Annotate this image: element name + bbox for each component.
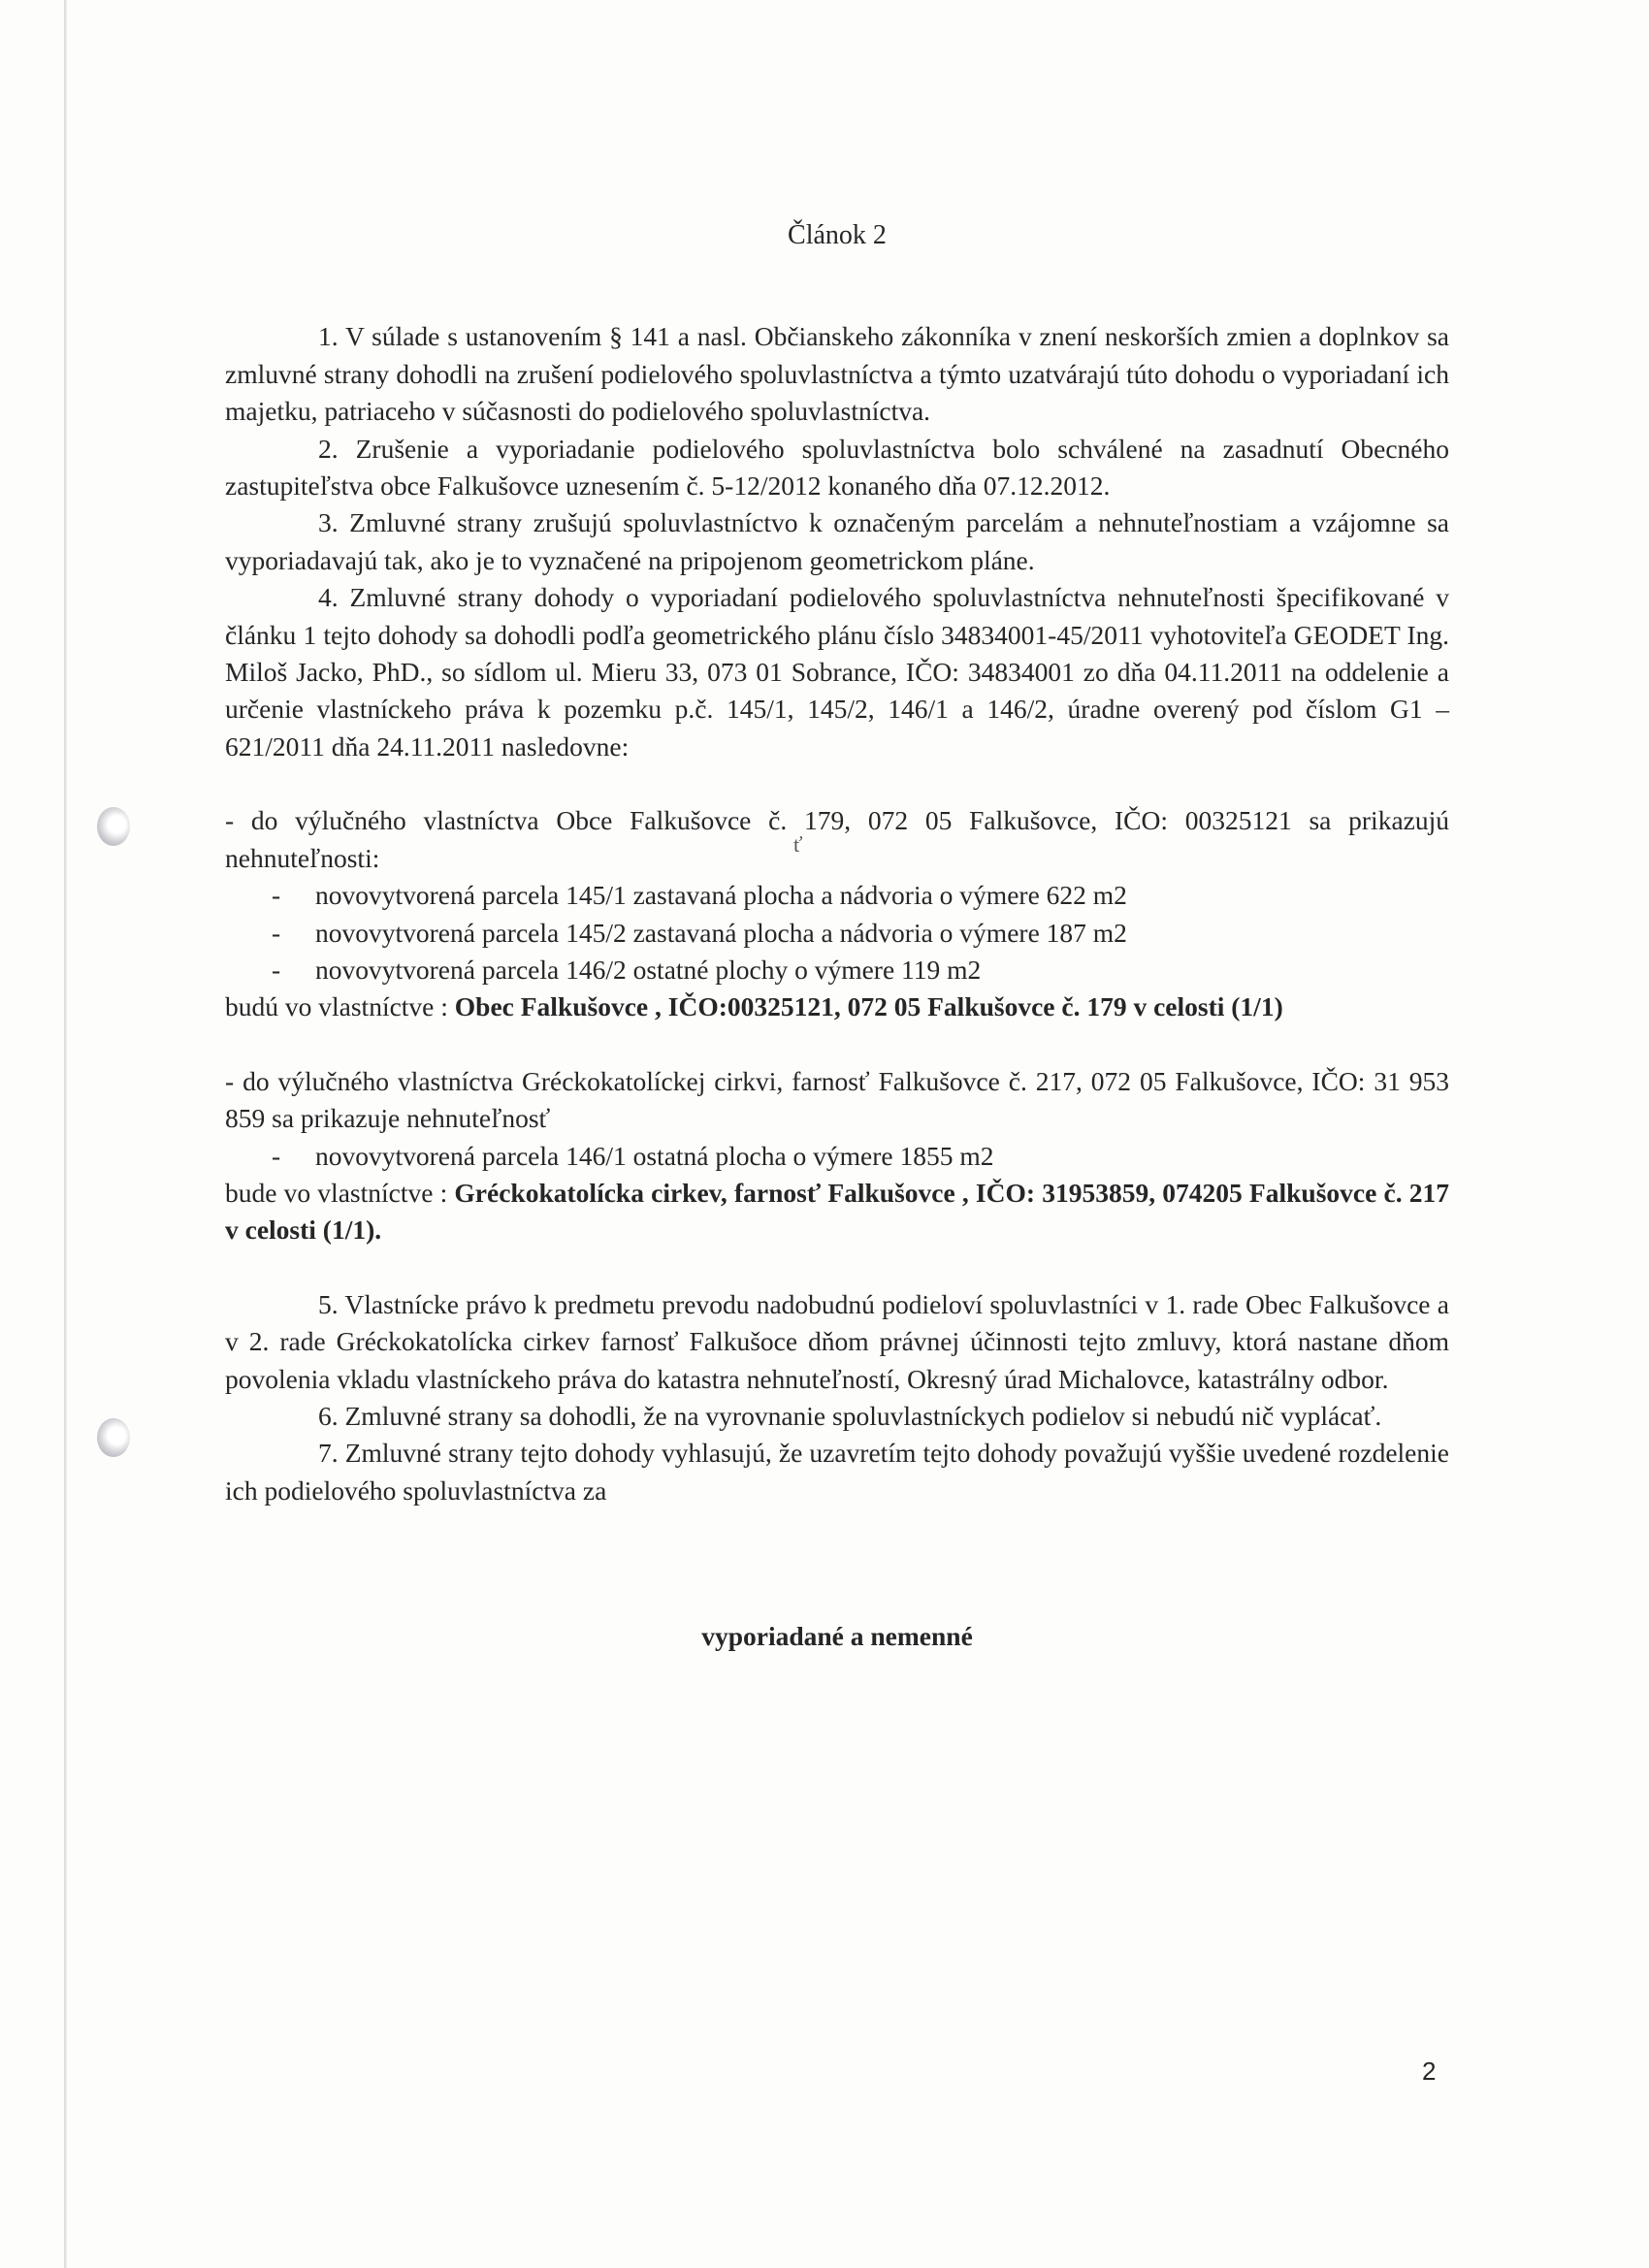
- obec-allocation-intro: - do výlučného vlastníctva Obce Falkušovce č. 179, 072 05 Falkušovce, IČO: 00325121 sa prikazujú nehnuteľnosti:: [225, 805, 1449, 873]
- paragraph-7: 7. Zmluvné strany tejto dohody vyhlasujú, že uzavretím tejto dohody považujú vyššie uvedené rozdelenie ich podielového spoluvlastníctva za: [225, 1438, 1449, 1506]
- cirkev-allocation-intro: - do výlučného vlastníctva Gréckokatolíckej cirkvi, farnosť Falkušovce č. 217, 072 05 Falkušovce, IČO: 31 953 859 sa prikazuje nehnuteľnosť: [225, 1065, 1449, 1134]
- obec-ownership-statement: budú vo vlastníctve : Obec Falkušovce , IČO:00325121, 072 05 Falkušovce č. 179 v celosti (1/1): [225, 991, 1283, 1022]
- binding-edge: [64, 0, 67, 2268]
- closing-statement: vyporiadané a nemenné: [701, 1621, 973, 1652]
- obec-parcel-list: [225, 877, 1449, 988]
- list-item: - novovytvorená parcela 145/2 zastavaná plocha a nádvoria o výmere 187 m2: [272, 917, 1127, 948]
- list-item: - novovytvorená parcela 146/1 ostatná plocha o výmere 1855 m2: [272, 1140, 994, 1171]
- cirkev-ownership-statement: bude vo vlastníctve : Gréckokatolícka cirkev, farnosť Falkušovce , IČO: 31953859, 074205 Falkušovce č. 217 v celosti (1/1).: [225, 1177, 1449, 1246]
- page-number: 2: [1422, 2057, 1437, 2086]
- cirkev-parcel-list: [225, 1138, 1449, 1175]
- paragraph-5: 5. Vlastnícke právo k predmetu prevodu nadobudnú podieloví spoluvlastníci v 1. rade Obec Falkušovce a v 2. rade Gréckokatolícka cirkev farnosť Falkušoce dňom právnej účinnosti tejto zmluvy, ktorá nastane dňom povolenia vkladu vlastníckeho práva do katastra nehnuteľností, Okresný úrad Michalovce, katastrálny odbor.: [225, 1288, 1449, 1394]
- paragraph-2: 2. Zrušenie a vyporiadanie podielového spoluvlastníctva bolo schválené na zasadnutí Obecného zastupiteľstva obce Falkušovce uznesením č. 5-12/2012 konaného dňa 07.12.2012.: [225, 433, 1449, 502]
- paragraph-3: 3. Zmluvné strany zrušujú spoluvlastníctvo k označeným parcelám a nehnuteľnostiam a vzájomne sa vyporiadavajú tak, ako je to vyznačené na pripojenom geometrickom pláne.: [225, 507, 1449, 575]
- article-title: Článok 2: [788, 220, 887, 250]
- punch-hole: [97, 807, 130, 846]
- list-item: - novovytvorená parcela 146/2 ostatné plochy o výmere 119 m2: [272, 954, 982, 985]
- punch-hole: [97, 1418, 130, 1457]
- obec-owner-name: Obec Falkušovce , IČO:00325121, 072 05 Falkušovce č. 179 v celosti (1/1): [454, 991, 1283, 1022]
- paragraph-1: 1. V súlade s ustanovením § 141 a nasl. Občianskeho zákonníka v znení neskorších zmien a doplnkov sa zmluvné strany dohodli na zrušení podielového spoluvlastníctva a týmto uzatvárajú túto dohodu o vyporiadaní ich majetku, patriaceho v súčasnosti do podielového spoluvlastníctva.: [225, 321, 1449, 427]
- paragraph-6: 6. Zmluvné strany sa dohodli, že na vyrovnanie spoluvlastníckych podielov si nebudú nič vyplácať.: [318, 1400, 1382, 1431]
- paragraph-4: 4. Zmluvné strany dohody o vyporiadaní podielového spoluvlastníctva nehnuteľnosti špecifikované v článku 1 tejto dohody sa dohodli podľa geometrického plánu číslo 34834001-45/2011 vyhotoviteľa GEODET Ing. Miloš Jacko, PhD., so sídlom ul. Mieru 33, 073 01 Sobrance, IČO: 34834001 zo dňa 04.11.2011 na oddelenie a určenie vlastníckeho práva k pozemku p.č. 145/1, 145/2, 146/1 a 146/2, úradne overený pod číslom G1 – 621/2011 dňa 24.11.2011 nasledovne:: [225, 582, 1449, 761]
- article-body: [225, 217, 1449, 1656]
- cirkev-owner-name: Gréckokatolícka cirkev, farnosť Falkušovce , IČO: 31953859, 074205 Falkušovce č. 217 v celosti (1/1).: [225, 1177, 1449, 1246]
- stray-mark: ť: [793, 832, 803, 857]
- list-item: - novovytvorená parcela 145/1 zastavaná plocha a nádvoria o výmere 622 m2: [272, 880, 1127, 911]
